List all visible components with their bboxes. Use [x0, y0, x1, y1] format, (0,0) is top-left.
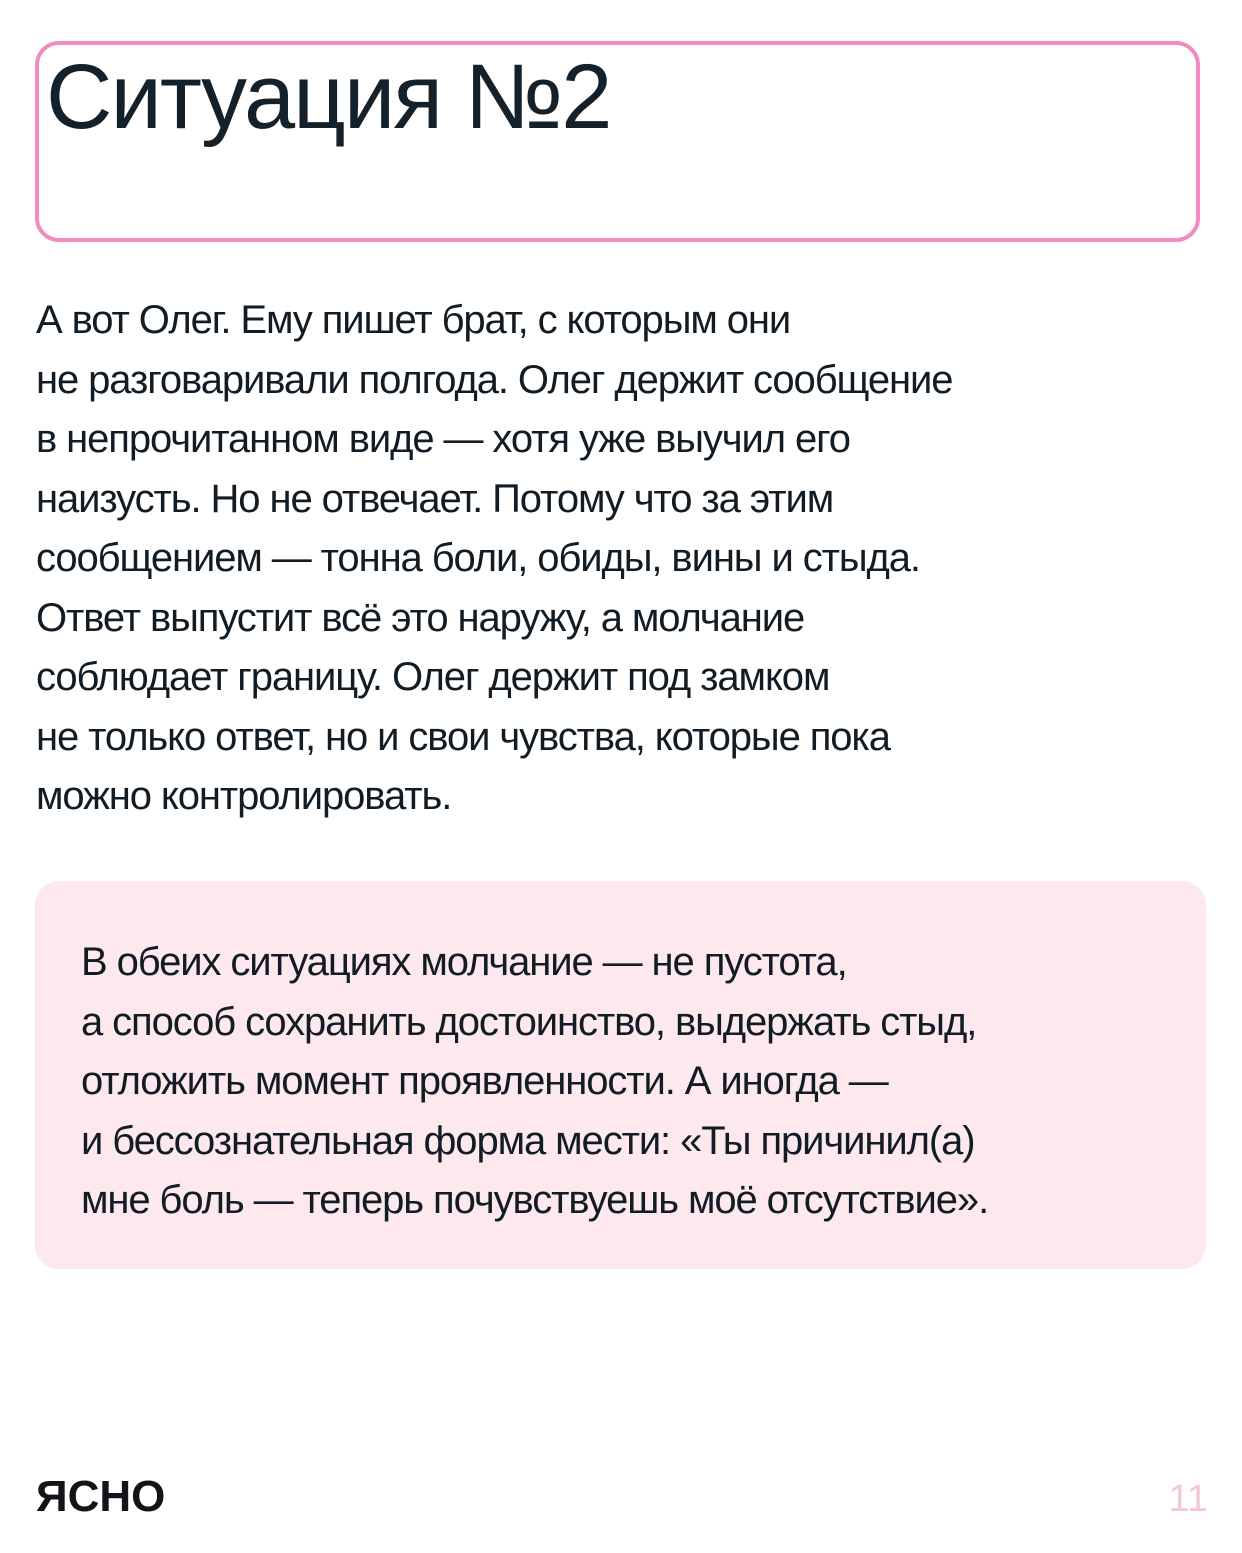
callout-text	[81, 933, 988, 1231]
story-paragraph	[36, 291, 1206, 827]
page-number: 11	[1168, 1478, 1208, 1520]
page-title: Ситуация №2	[46, 46, 611, 148]
story-line: Ответ выпустит всё это наружу, а молчание	[36, 595, 805, 640]
story-line: не разговаривали полгода. Олег держит сообщение	[36, 357, 953, 402]
callout-line: отложить момент проявленности. А иногда —	[81, 1059, 888, 1103]
story-line: не только ответ, но и свои чувства, которые пока	[36, 714, 890, 759]
callout-line: В обеих ситуациях молчание — не пустота,	[81, 940, 847, 984]
callout-line: мне боль — теперь почувствуешь моё отсутствие».	[81, 1178, 989, 1222]
callout-line: а способ сохранить достоинство, выдержать стыд,	[81, 999, 977, 1044]
brand-logo: ЯСНО	[36, 1472, 166, 1521]
story-line: можно контролировать.	[36, 774, 452, 818]
story-line: соблюдает границу. Олег держит под замком	[36, 655, 830, 699]
callout-line: и бессознательная форма мести: «Ты причинил(а)	[81, 1118, 975, 1163]
story-line: наизусть. Но не отвечает. Потому что за этим	[36, 476, 834, 521]
summary-callout	[35, 881, 1206, 1269]
story-line: сообщением — тонна боли, обиды, вины и стыда.	[36, 536, 920, 580]
story-line: А вот Олег. Ему пишет брат, с которым они	[36, 298, 791, 342]
story-line: в непрочитанном виде — хотя уже выучил его	[36, 417, 850, 461]
